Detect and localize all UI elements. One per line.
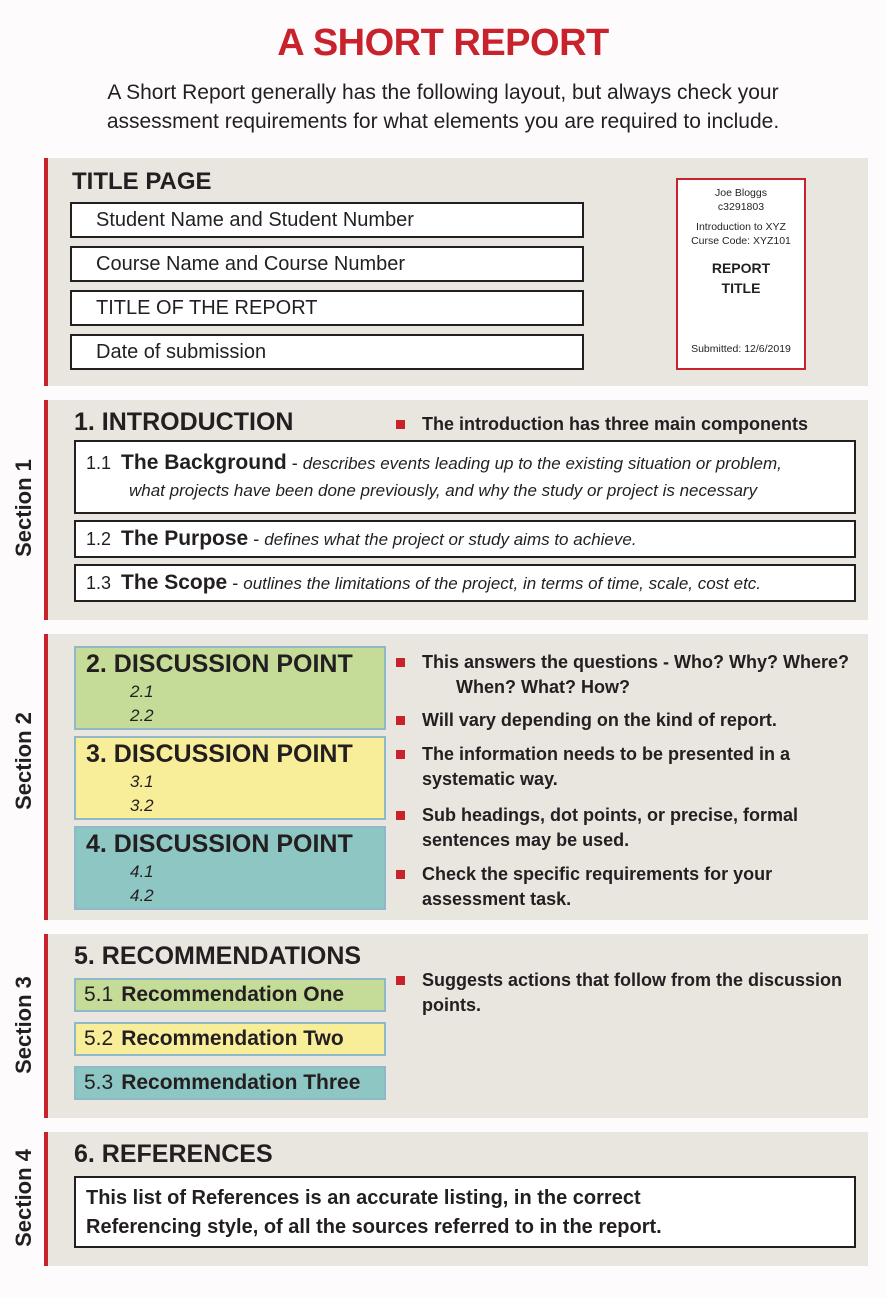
section-2-bullet: Sub headings, dot points, or precise, formal sentences may be used. (396, 803, 886, 853)
introduction-heading: 1. INTRODUCTION (74, 408, 294, 436)
section-2-label: Section 2 (11, 712, 36, 810)
recommendation-one: 5.1 Recommendation One (74, 978, 386, 1012)
title-page-item: Date of submission (70, 334, 584, 370)
recommendation-two: 5.2 Recommendation Two (74, 1022, 386, 1056)
section-3-panel (44, 934, 868, 1118)
title-page-item: TITLE OF THE REPORT (70, 290, 584, 326)
sample-report-title-2: TITLE (721, 280, 761, 296)
sample-name: Joe Bloggs (715, 187, 767, 199)
introduction-bullet: The introduction has three main components (396, 412, 808, 437)
title-page-panel (44, 158, 868, 386)
references-heading: 6. REFERENCES (74, 1140, 273, 1168)
section-2-bullet: Check the specific requirements for your assessment task. (396, 862, 886, 912)
title-page-item: Course Name and Course Number (70, 246, 584, 282)
section-1-label: Section 1 (11, 459, 36, 557)
section-1-panel (44, 400, 868, 620)
intro-text: A Short Report generally has the following layout, but always check your assessment requirements for what elements you are required to include. (106, 81, 780, 133)
recommendation-three: 5.3 Recommendation Three (74, 1066, 386, 1100)
section-2-panel (44, 634, 868, 920)
intro-item-scope: 1.3 The Scope - outlines the limitations of the project, in terms of time, scale, cost etc. (74, 564, 856, 602)
section-4-label: Section 4 (11, 1149, 36, 1247)
title-page-heading: TITLE PAGE (72, 168, 212, 195)
sample-report-title-1: REPORT (711, 260, 771, 276)
sample-submitted: Submitted: 12/6/2019 (691, 343, 791, 355)
discussion-point-4: 4. DISCUSSION POINT 4.1 4.2 (74, 826, 386, 910)
sample-number: c3291803 (717, 201, 765, 213)
sample-code: Curse Code: XYZ101 (691, 235, 791, 247)
sample-title-page (676, 178, 806, 370)
section-2-bullet: The information needs to be presented in a systematic way. (396, 742, 886, 792)
intro-item-background: 1.1 The Background - describes events leading up to the existing situation or problem, what projects have been done previously, and why the study or project is necessary (74, 440, 856, 514)
section-2-bullet: Will vary depending on the kind of report. (396, 708, 886, 733)
recommendations-bullet: Suggests actions that follow from the discussion points. (396, 968, 886, 1018)
title-page-item: Student Name and Student Number (70, 202, 584, 238)
page-title: A SHORT REPORT (277, 22, 609, 64)
sample-course: Introduction to XYZ (696, 221, 786, 233)
discussion-point-3: 3. DISCUSSION POINT 3.1 3.2 (74, 736, 386, 820)
section-3-label: Section 3 (11, 976, 36, 1074)
references-box: This list of References is an accurate listing, in the correct Referencing style, of all the sources referred to in the report. (74, 1176, 856, 1248)
section-2-bullet: This answers the questions - Who? Why? Where? When? What? How? (396, 650, 886, 700)
intro-item-purpose: 1.2 The Purpose - defines what the project or study aims to achieve. (74, 520, 856, 558)
recommendations-heading: 5. RECOMMENDATIONS (74, 942, 362, 970)
section-4-panel (44, 1132, 868, 1266)
discussion-point-2: 2. DISCUSSION POINT 2.1 2.2 (74, 646, 386, 730)
